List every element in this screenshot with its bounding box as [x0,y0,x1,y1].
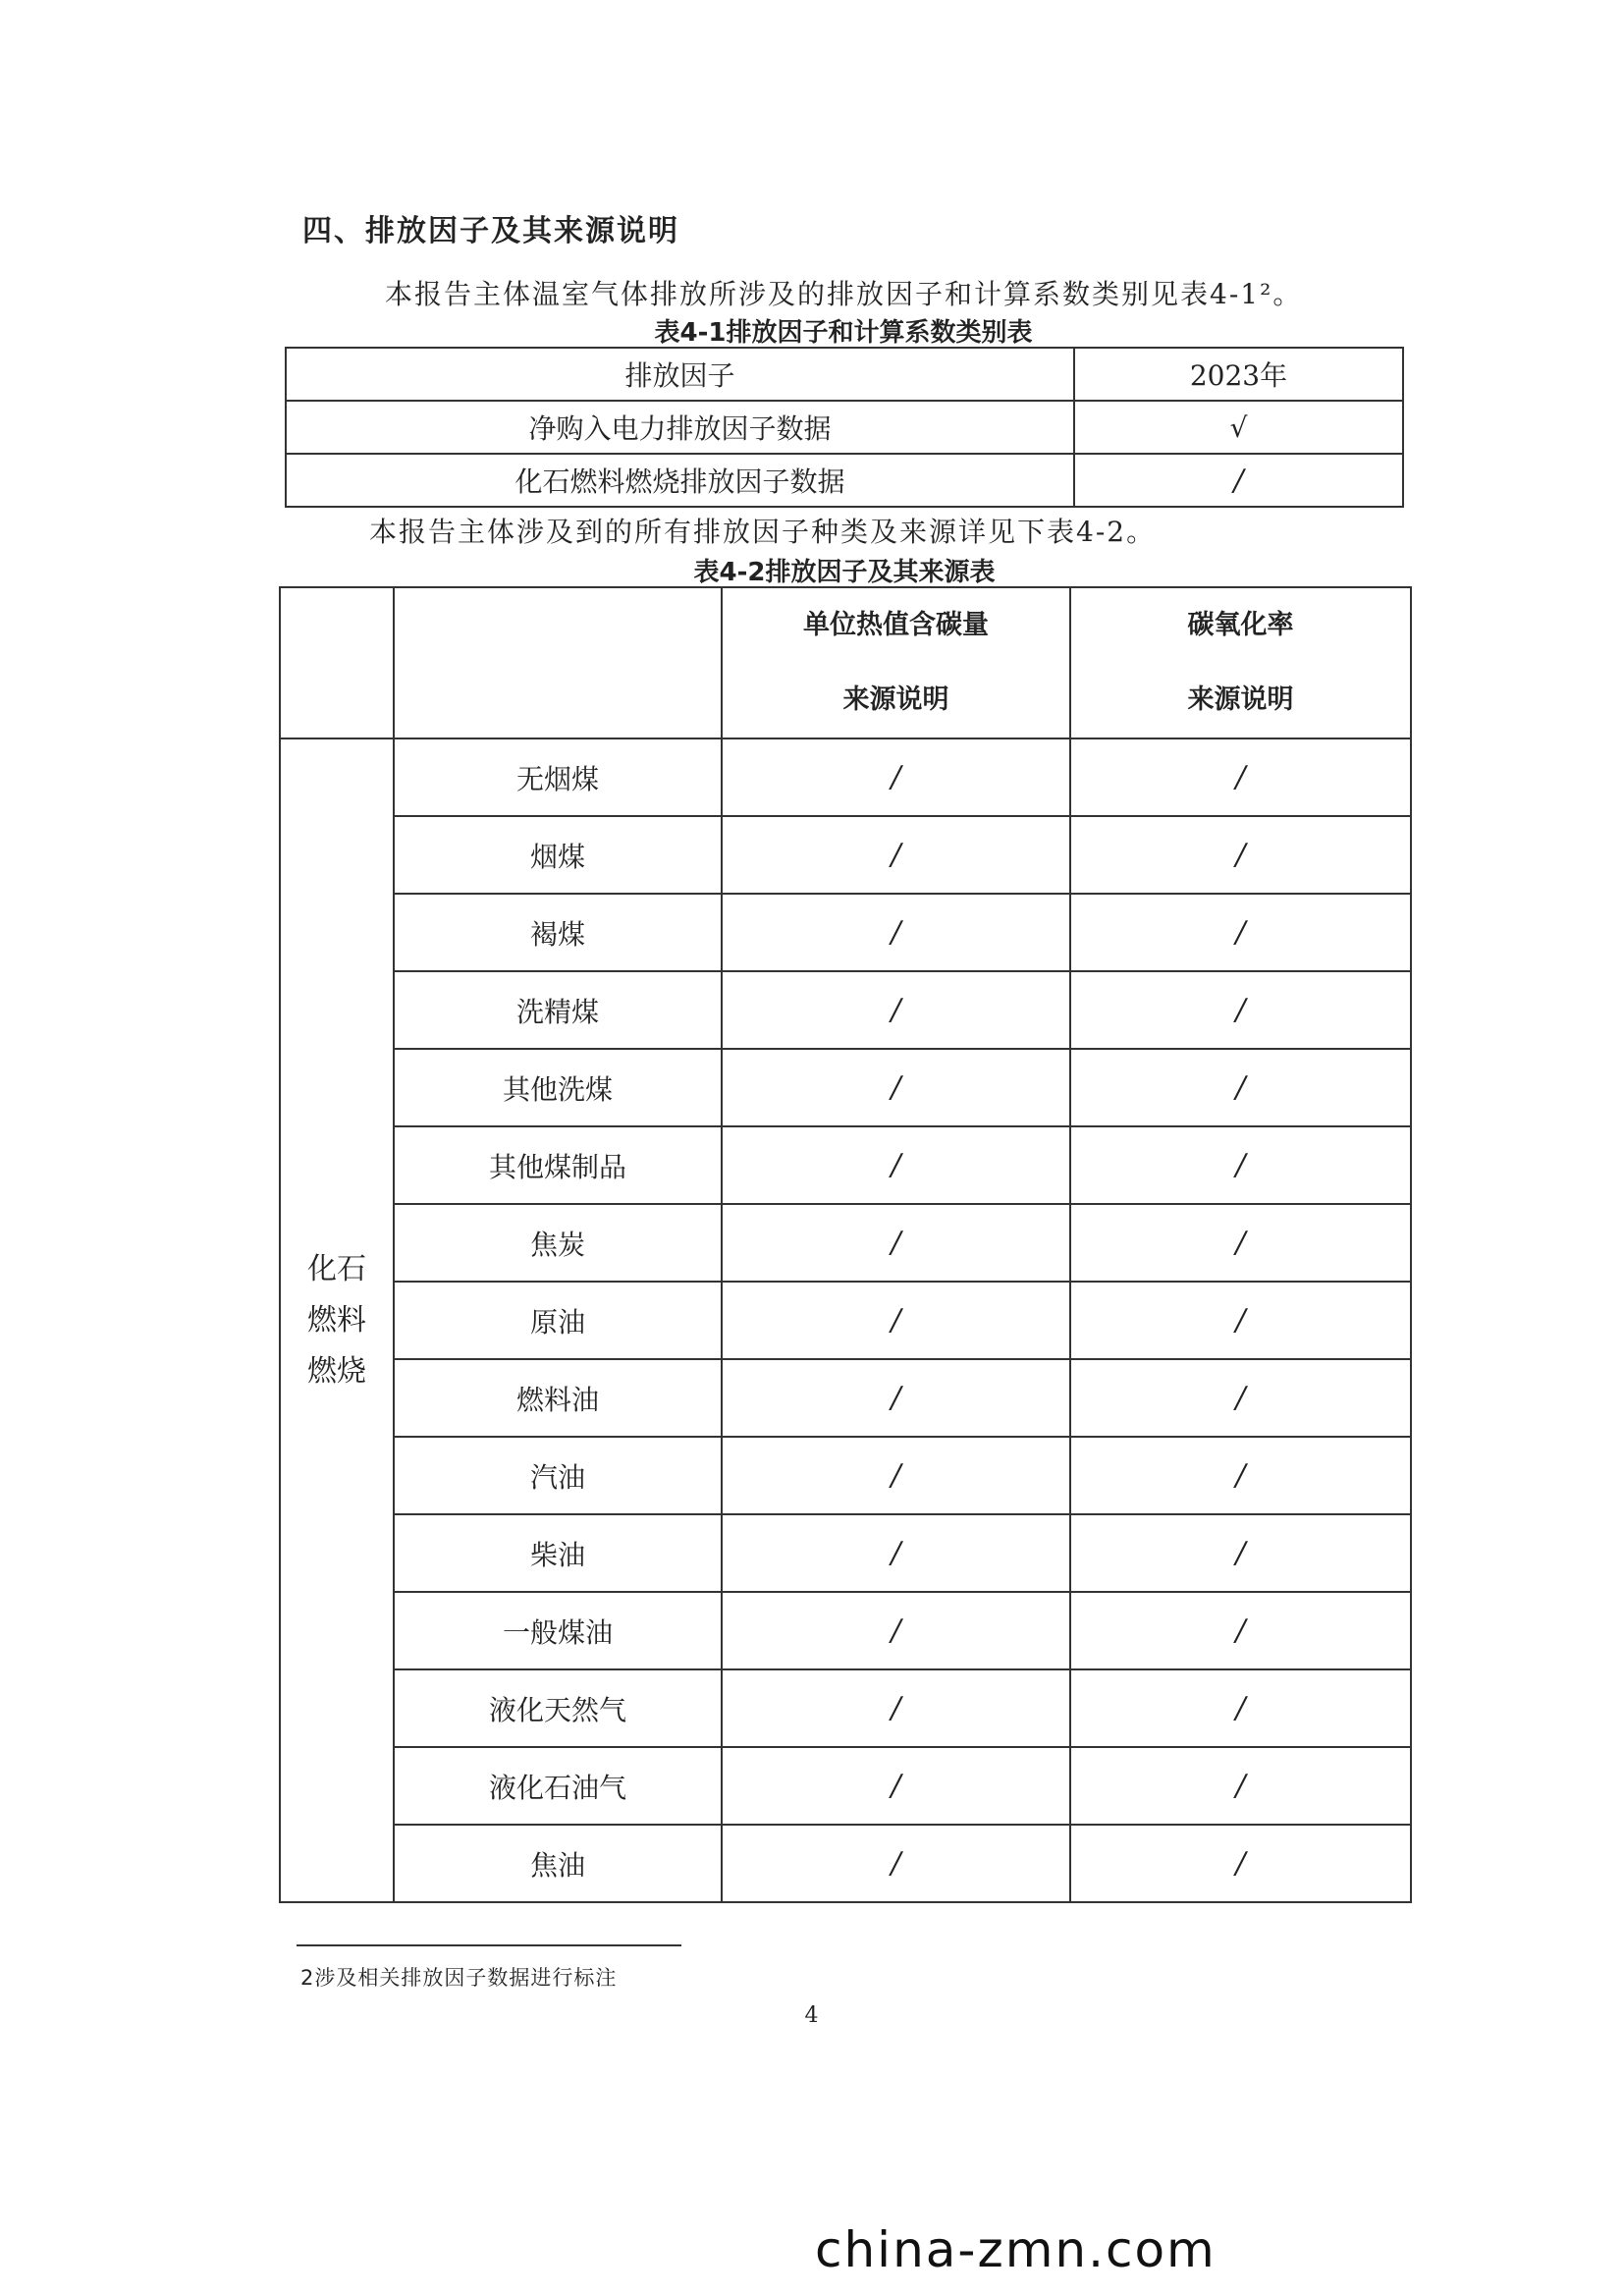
row-value: / [1074,454,1403,507]
header-cell-empty [394,587,722,738]
fuel-name: 液化石油气 [394,1747,722,1825]
carbon-content-source: / [722,1514,1070,1592]
group-label: 化石 燃料 燃烧 [280,738,394,1902]
fuel-name: 汽油 [394,1437,722,1514]
fuel-name: 褐煤 [394,894,722,971]
table-row [280,1592,1411,1669]
carbon-content-source: / [722,1204,1070,1282]
carbon-content-source: / [722,1592,1070,1669]
emission-factor-category-table [285,347,1404,508]
table-row [280,1825,1411,1902]
watermark-text: china-zmn.com [815,2221,1217,2278]
table-row [280,894,1411,971]
table-row [280,971,1411,1049]
table-row [280,1126,1411,1204]
carbon-content-source: / [722,971,1070,1049]
oxidation-rate-source: / [1070,1049,1411,1126]
carbon-content-source: / [722,1126,1070,1204]
table-row [280,1437,1411,1514]
table-row [280,1514,1411,1592]
fuel-name: 洗精煤 [394,971,722,1049]
carbon-content-source: / [722,1359,1070,1437]
header-cell: 2023年 [1074,348,1403,401]
fuel-name: 液化天然气 [394,1669,722,1747]
table-row [280,1747,1411,1825]
oxidation-rate-source: / [1070,816,1411,894]
oxidation-rate-source: / [1070,1514,1411,1592]
fuel-name: 焦炭 [394,1204,722,1282]
oxidation-rate-source: / [1070,894,1411,971]
emission-factor-source-table [279,586,1412,1903]
oxidation-rate-source: / [1070,1825,1411,1902]
fuel-name: 其他洗煤 [394,1049,722,1126]
carbon-content-source: / [722,738,1070,816]
fuel-name: 烟煤 [394,816,722,894]
section-title: 四、排放因子及其来源说明 [302,214,679,248]
oxidation-rate-source: / [1070,738,1411,816]
oxidation-rate-source: / [1070,1126,1411,1204]
fuel-name: 焦油 [394,1825,722,1902]
carbon-content-source: / [722,1825,1070,1902]
table-row [280,1359,1411,1437]
page-number: 4 [804,2003,819,2028]
intro-paragraph: 本报告主体温室气体排放所涉及的排放因子和计算系数类别见表4-1²。 [385,278,1303,310]
oxidation-rate-source: / [1070,1747,1411,1825]
carbon-content-source: / [722,1669,1070,1747]
oxidation-rate-source: / [1070,971,1411,1049]
oxidation-rate-source: / [1070,1437,1411,1514]
fuel-name: 原油 [394,1282,722,1359]
row-label: 化石燃料燃烧排放因子数据 [286,454,1074,507]
table1-caption: 表4-1排放因子和计算系数类别表 [654,318,1033,348]
table-row [280,738,1411,816]
table-row [280,1049,1411,1126]
table-row [280,1204,1411,1282]
row-label: 净购入电力排放因子数据 [286,401,1074,454]
table-row [280,816,1411,894]
header-cell-empty [280,587,394,738]
table-row [280,1282,1411,1359]
second-paragraph: 本报告主体涉及到的所有排放因子种类及来源详见下表4-2。 [369,516,1157,548]
table-row [280,1669,1411,1747]
carbon-content-source: / [722,1747,1070,1825]
carbon-content-source: / [722,1049,1070,1126]
table2-caption: 表4-2排放因子及其来源表 [693,558,996,587]
table-header-row [286,348,1403,401]
fuel-name: 燃料油 [394,1359,722,1437]
carbon-content-source: / [722,1437,1070,1514]
fuel-name: 一般煤油 [394,1592,722,1669]
oxidation-rate-source: / [1070,1669,1411,1747]
oxidation-rate-source: / [1070,1592,1411,1669]
fuel-name: 无烟煤 [394,738,722,816]
footnote-divider [297,1944,681,1946]
carbon-content-source: / [722,1282,1070,1359]
fuel-name: 柴油 [394,1514,722,1592]
header-cell: 单位热值含碳量 来源说明 [722,587,1070,738]
fuel-name: 其他煤制品 [394,1126,722,1204]
row-value: √ [1074,401,1403,454]
oxidation-rate-source: / [1070,1204,1411,1282]
header-cell: 排放因子 [286,348,1074,401]
table-row [286,454,1403,507]
footnote: 2涉及相关排放因子数据进行标注 [300,1966,618,1990]
carbon-content-source: / [722,816,1070,894]
carbon-content-source: / [722,894,1070,971]
table-header-row [280,587,1411,738]
oxidation-rate-source: / [1070,1359,1411,1437]
oxidation-rate-source: / [1070,1282,1411,1359]
header-cell: 碳氧化率 来源说明 [1070,587,1411,738]
table-row [286,401,1403,454]
